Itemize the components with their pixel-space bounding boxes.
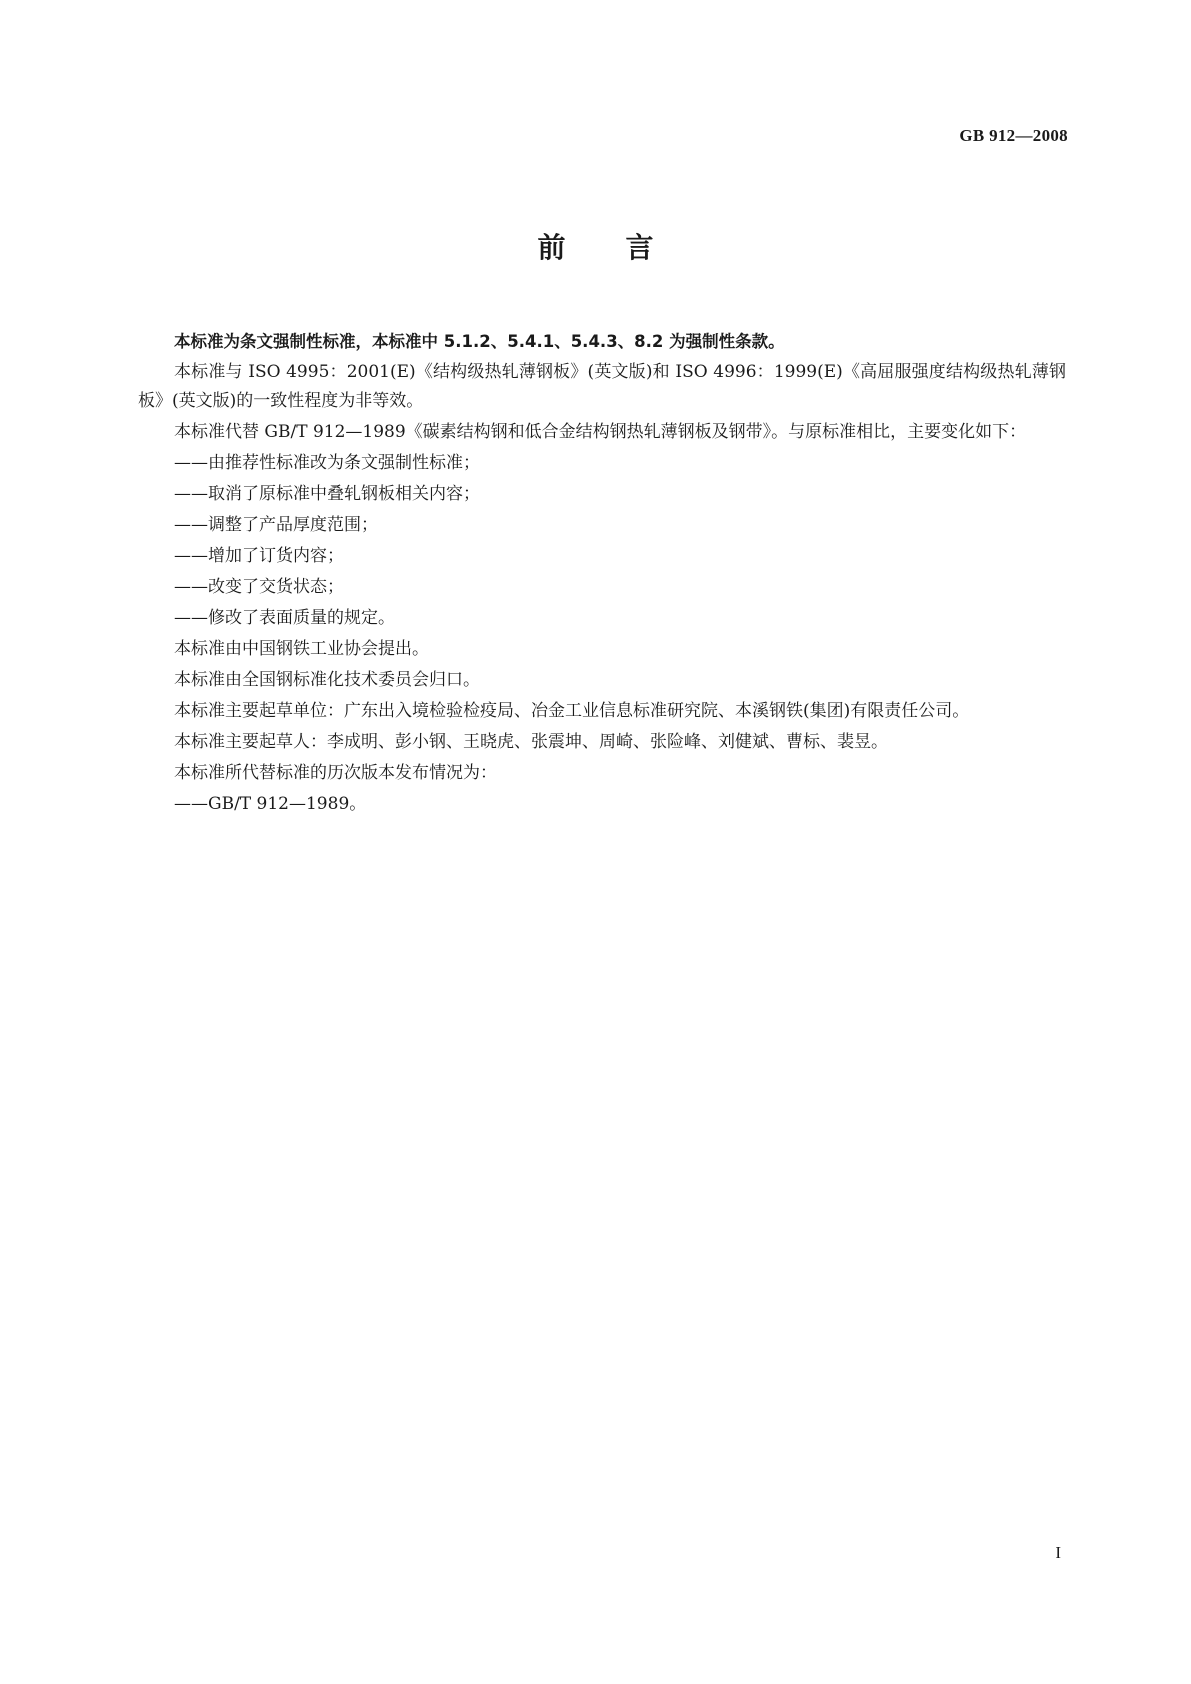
change-list-item: ——取消了原标准中叠轧钢板相关内容；	[174, 484, 480, 504]
change-list-item: ——修改了表面质量的规定。	[174, 608, 395, 628]
change-list-item: ——由推荐性标准改为条文强制性标准；	[174, 453, 480, 473]
standard-code: GB 912—2008	[959, 126, 1068, 145]
drafting-units-paragraph: 本标准主要起草单位：广东出入境检验检疫局、冶金工业信息标准研究院、本溪钢铁(集团)有限责任公司。	[174, 701, 970, 721]
page-title: 前言	[537, 231, 714, 264]
foreword-body	[138, 327, 1066, 821]
committee-paragraph: 本标准由全国钢标准化技术委员会归口。	[174, 670, 480, 690]
proposer-paragraph: 本标准由中国钢铁工业协会提出。	[174, 639, 429, 659]
change-list-item: ——调整了产品厚度范围；	[174, 515, 378, 535]
history-list-item: ——GB/T 912—1989。	[174, 794, 367, 814]
page-number: I	[1055, 1543, 1061, 1562]
change-list-item: ——增加了订货内容；	[174, 546, 344, 566]
iso-consistency-paragraph: 本标准与 ISO 4995：2001(E)《结构级热轧薄钢板》(英文版)和 ISO 4996：1999(E)《高屈服强度结构级热轧薄钢板》(英文版)的一致性程度为非等效。	[138, 362, 1066, 411]
replacement-paragraph: 本标准代替 GB/T 912—1989《碳素结构钢和低合金结构钢热轧薄钢板及钢带》。与原标准相比，主要变化如下：	[174, 422, 1027, 442]
mandatory-clause-statement: 本标准为条文强制性标准，本标准中 5.1.2、5.4.1、5.4.3、8.2 为强制性条款。	[174, 332, 785, 351]
drafters-paragraph: 本标准主要起草人：李成明、彭小钢、王晓虎、张震坤、周崎、张险峰、刘健斌、曹标、裴昱。	[174, 732, 888, 752]
history-intro-paragraph: 本标准所代替标准的历次版本发布情况为：	[174, 763, 497, 783]
change-list-item: ——改变了交货状态；	[174, 577, 344, 597]
